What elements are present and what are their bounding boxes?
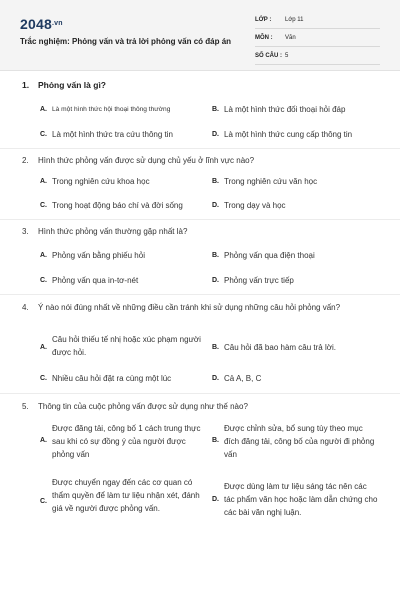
option-label: C. — [40, 375, 47, 382]
option-text: Nhiều câu hỏi đặt ra cùng một lúc — [52, 374, 172, 383]
page-header — [0, 0, 400, 71]
option-label: A. — [40, 252, 47, 259]
divider — [0, 219, 400, 220]
option-text: Là một hình thức cung cấp thông tin — [224, 130, 353, 139]
option-text: Được chỉnh sửa, bổ sung tùy theo mục đích đăng tải, công bố của người đi phỏng vấn — [224, 424, 375, 459]
quiz-title: Trắc nghiệm: Phỏng vấn và trả lời phỏng vấn có đáp án — [20, 37, 232, 46]
option-text: Là một hình thức đối thoại hỏi đáp — [224, 105, 346, 114]
question-2-text: Hình thức phỏng vấn được sử dụng chủ yếu ở lĩnh vực nào? — [38, 156, 255, 165]
option-label: C. — [40, 498, 47, 505]
question-1-number: 1. — [22, 80, 30, 90]
option-text: Là một hình thức tra cứu thông tin — [52, 130, 173, 139]
meta-count — [255, 50, 380, 65]
option-text: Phỏng vấn trực tiếp — [224, 276, 294, 285]
option-text: Trong nghiên cứu văn học — [224, 177, 318, 186]
meta-subject-value: Văn — [285, 35, 296, 41]
quiz-meta — [255, 14, 380, 68]
option-label: D. — [212, 375, 219, 382]
meta-count-key: SỐ CÂU : — [255, 53, 282, 59]
meta-class — [255, 14, 380, 29]
option-label: A. — [40, 437, 47, 444]
question-1-text: Phỏng vấn là gì? — [38, 80, 107, 90]
option-label: B. — [212, 252, 219, 259]
option-label: C. — [40, 202, 47, 209]
meta-subject-key: MÔN : — [255, 35, 273, 41]
option-text: Trong nghiên cứu khoa học — [52, 177, 150, 186]
question-2-number: 2. — [22, 156, 29, 165]
option-text: Trong hoạt động báo chí và đời sống — [52, 201, 183, 210]
option-text: Được chuyển ngay đến các cơ quan có thẩm quyền để làm tư liệu nhận xét, đánh giá về người được phỏng vấn. — [52, 478, 200, 513]
meta-class-value: Lớp 11 — [285, 17, 304, 23]
divider — [0, 294, 400, 295]
option-text: Phỏng vấn bằng phiếu hỏi — [52, 251, 145, 260]
option-text: Phỏng vấn qua điện thoại — [224, 251, 315, 260]
option-text: Được dùng làm tư liệu sáng tác nên các tác phẩm văn học hoặc làm dẫn chứng cho các bài văn nghị luận. — [224, 482, 378, 517]
meta-count-value: 5 — [285, 53, 289, 59]
option-label: D. — [212, 131, 219, 138]
option-text: Là một hình thức hội thoại thông thường — [52, 106, 171, 113]
option-label: D. — [212, 277, 219, 284]
meta-class-key: LỚP : — [255, 17, 272, 23]
option-label: A. — [40, 106, 47, 113]
option-label: B. — [212, 106, 219, 113]
option-label: A. — [40, 344, 47, 351]
option-text: Được đăng tải, công bố 1 cách trung thực sau khi có sự đồng ý của người được phỏng vấn — [52, 424, 201, 459]
option-label: C. — [40, 131, 47, 138]
question-4-number: 4. — [22, 303, 29, 312]
question-4-text: Ý nào nói đúng nhất về những điều cần tránh khi sử dụng những câu hỏi phỏng vấn? — [38, 303, 341, 312]
question-3-text: Hình thức phỏng vấn thường gặp nhất là? — [38, 227, 188, 236]
option-text: Phỏng vấn qua in-tơ-nét — [52, 276, 139, 285]
divider — [0, 148, 400, 149]
option-text: Câu hỏi thiếu tế nhị hoặc xúc phạm người được hỏi. — [52, 335, 201, 357]
option-label: D. — [212, 202, 219, 209]
divider — [0, 393, 400, 394]
option-label: B. — [212, 178, 219, 185]
site-logo[interactable] — [20, 16, 63, 32]
option-label: A. — [40, 178, 47, 185]
option-label: B. — [212, 344, 219, 351]
option-label: C. — [40, 277, 47, 284]
logo-tld: .vn — [51, 20, 63, 27]
meta-subject — [255, 32, 380, 47]
option-text: Trong dạy và học — [224, 201, 286, 210]
option-text: Câu hỏi đã bao hàm câu trả lời. — [224, 343, 336, 352]
option-label: B. — [212, 437, 219, 444]
option-label: D. — [212, 496, 219, 503]
logo-text: 2048 — [20, 16, 52, 32]
question-5-text: Thông tin của cuộc phỏng vấn được sử dụng như thế nào? — [38, 402, 248, 411]
question-5-number: 5. — [22, 402, 29, 411]
option-text: Cả A, B, C — [224, 374, 262, 383]
question-3-number: 3. — [22, 227, 29, 236]
